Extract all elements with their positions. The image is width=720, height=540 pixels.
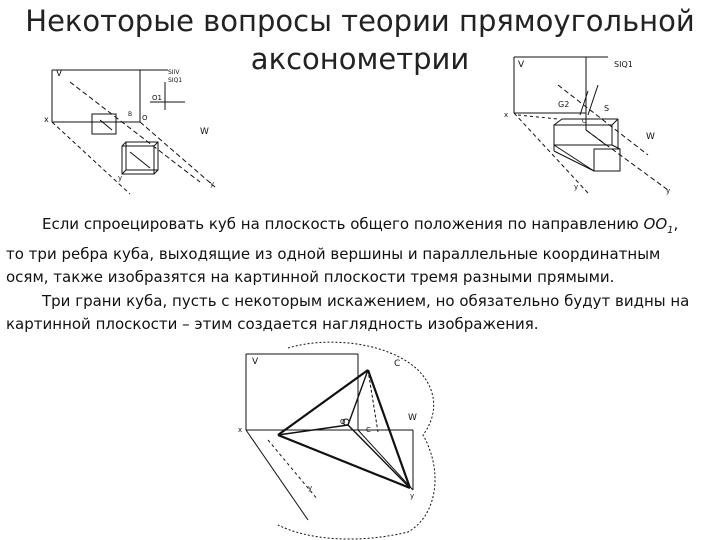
- diagram-bottom-label-v: V: [252, 357, 259, 367]
- diagram-bottom-drawing: [238, 340, 448, 540]
- diagram-bottom-label-c2: C: [366, 426, 371, 434]
- paragraph-1-italic: [643, 215, 674, 236]
- diagram-right-drawing: [498, 55, 688, 195]
- paragraph-2: Три грани куба, пусть с некоторым искажением, но обязательно будут видны на картинной плоскости – этим создается наглядность изображения.: [6, 291, 690, 333]
- diagram-right-label-s2: S: [604, 104, 610, 113]
- diagram-left-label-s2: SIQ1: [168, 77, 183, 84]
- diagram-bottom-label-y2: y: [410, 492, 415, 500]
- diagram-bottom-label-y1: y: [308, 484, 313, 492]
- diagram-left-label-s1: SIIV: [168, 69, 180, 76]
- diagram-left-label-w: W: [200, 127, 209, 137]
- diagram-right-label-g: G2: [558, 100, 570, 109]
- diagram-bottom-label-c: C: [394, 359, 401, 369]
- body-text: [6, 213, 696, 337]
- diagram-right-label-s: SIQ1: [614, 60, 633, 69]
- paragraph-1-italic-sub: 1: [667, 225, 674, 236]
- diagram-bottom: [238, 340, 448, 540]
- slide-title-line-1: Некоторые вопросы теории прямоугольной: [25, 4, 695, 38]
- diagram-right-label-w: W: [646, 132, 655, 142]
- diagram-left-drawing: [40, 62, 230, 197]
- slide-title-line-2: аксонометрии: [250, 42, 470, 76]
- diagram-right-label-v: V: [518, 60, 525, 70]
- diagram-right: [498, 55, 688, 195]
- diagram-left-label-y1: y: [118, 174, 123, 182]
- diagram-left-label-b: B: [128, 111, 133, 118]
- diagram-left-label-v: V: [56, 69, 63, 79]
- diagram-right-label-o: O: [582, 118, 587, 125]
- diagram-left-label-o1: O1: [152, 94, 162, 102]
- diagram-left-label-x: x: [44, 115, 49, 124]
- paragraph-1-text-after: , то три ребра куба, выходящие из одной вершины и параллельные координатным осям, также изобразятся на картинной плоскости тремя разными прямыми.: [6, 215, 679, 286]
- paragraph-1: [6, 213, 696, 290]
- diagram-left-label-o: O: [142, 114, 148, 122]
- diagram-right-label-x: x: [504, 111, 509, 119]
- diagram-left: [40, 62, 230, 197]
- paragraph-1-text-before: Если спроецировать куб на плоскость общего положения по направлению: [42, 215, 644, 233]
- diagram-right-label-y1: y: [574, 183, 579, 191]
- diagram-bottom-label-o: O: [340, 418, 346, 426]
- diagram-bottom-label-x: x: [238, 426, 243, 434]
- diagram-left-label-y2: y: [210, 180, 215, 188]
- diagram-right-label-y2: y: [666, 187, 671, 195]
- paragraph-1-italic-main: OO: [643, 215, 668, 233]
- diagram-bottom-label-w: W: [408, 413, 417, 423]
